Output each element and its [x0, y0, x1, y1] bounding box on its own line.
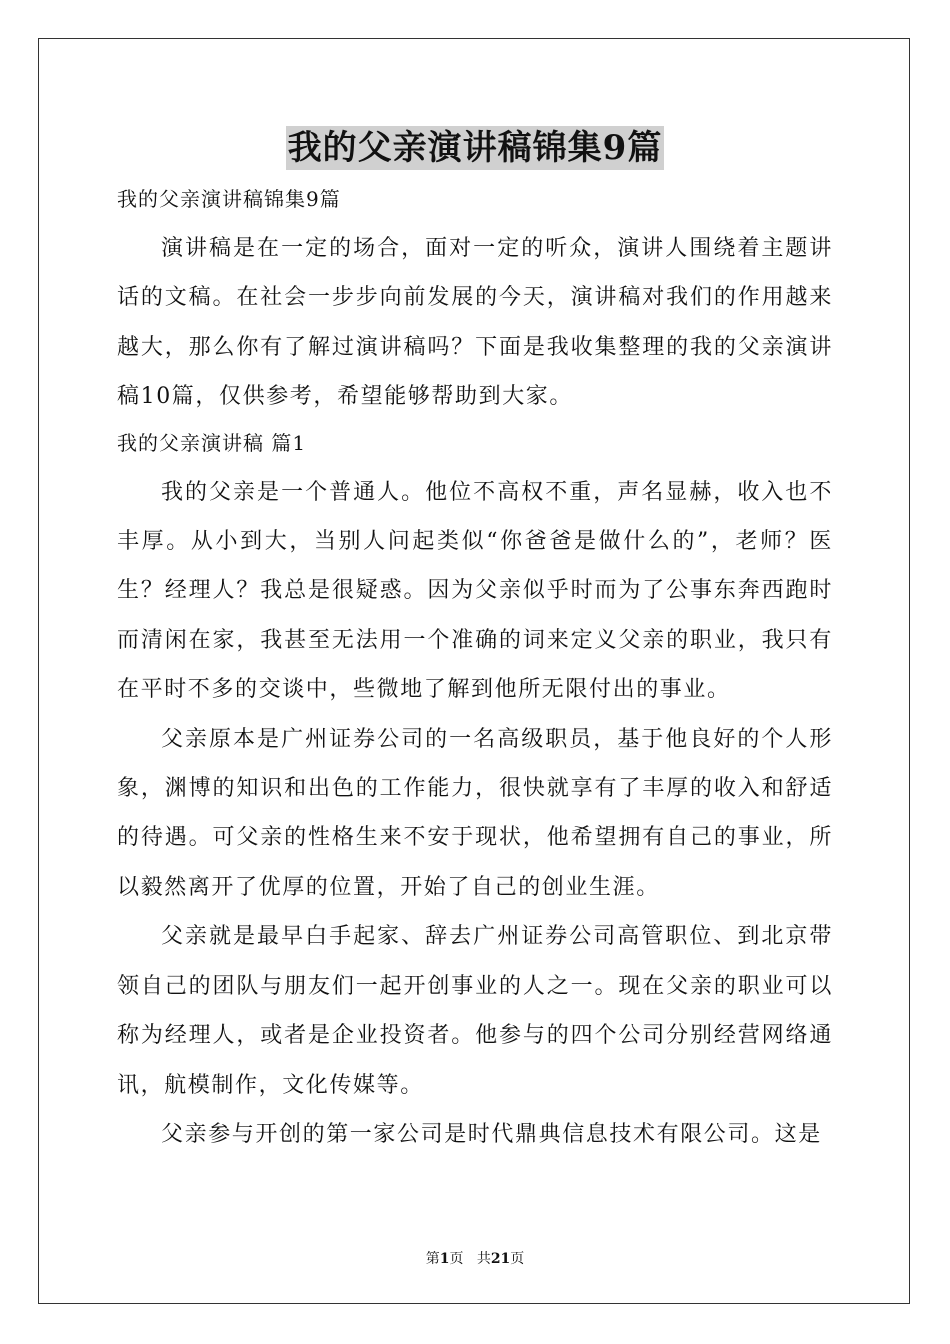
title-wrapper [0, 126, 950, 170]
section-heading: 我的父亲演讲稿 篇1 [117, 430, 307, 455]
total-suffix: 页 [510, 1251, 525, 1267]
page-suffix: 页 [449, 1251, 464, 1267]
body-paragraph: 我的父亲是一个普通人。他位不高权不重，声名显赫，收入也不丰厚。从小到大，当别人问起类似“你爸爸是做什么的”，老师？医生？经理人？我总是很疑惑。因为父亲似乎时而为了公事东奔西跑时而清闲在家，我甚至无法用一个准确的词来定义父亲的职业，我只有在平时不多的交谈中，些微地了解到他所无限付出的事业。 [117, 479, 833, 703]
total-prefix: 共 [476, 1251, 491, 1267]
page-prefix: 第 [425, 1251, 440, 1267]
document-body [117, 180, 833, 1159]
document-subtitle: 我的父亲演讲稿锦集9篇 [117, 187, 341, 211]
total-pages: 21 [490, 1251, 511, 1267]
page-number: 1 [439, 1251, 450, 1267]
document-title: 我的父亲演讲稿锦集9篇 [287, 128, 663, 168]
body-paragraph: 父亲参与开创的第一家公司是时代鼎典信息技术有限公司。这是 [161, 1121, 822, 1147]
body-paragraph: 父亲就是最早白手起家、辞去广州证券公司高管职位、到北京带领自己的团队与朋友们一起开创事业的人之一。现在父亲的职业可以称为经理人，或者是企业投资者。他参与的四个公司分别经营网络通讯，航模制作，文化传媒等。 [117, 924, 833, 1098]
intro-paragraph: 演讲稿是在一定的场合，面对一定的听众，演讲人围绕着主题讲话的文稿。在社会一步步向前发展的今天，演讲稿对我们的作用越来越大，那么你有了解过演讲稿吗？下面是我收集整理的我的父亲演讲稿10篇，仅供参考，希望能够帮助到大家。 [117, 236, 833, 410]
body-paragraph: 父亲原本是广州证券公司的一名高级职员，基于他良好的个人形象，渊博的知识和出色的工作能力，很快就享有了丰厚的收入和舒适的待遇。可父亲的性格生来不安于现状，他希望拥有自己的事业，所以毅然离开了优厚的位置，开始了自己的创业生涯。 [117, 726, 833, 900]
page-footer [0, 1248, 950, 1268]
